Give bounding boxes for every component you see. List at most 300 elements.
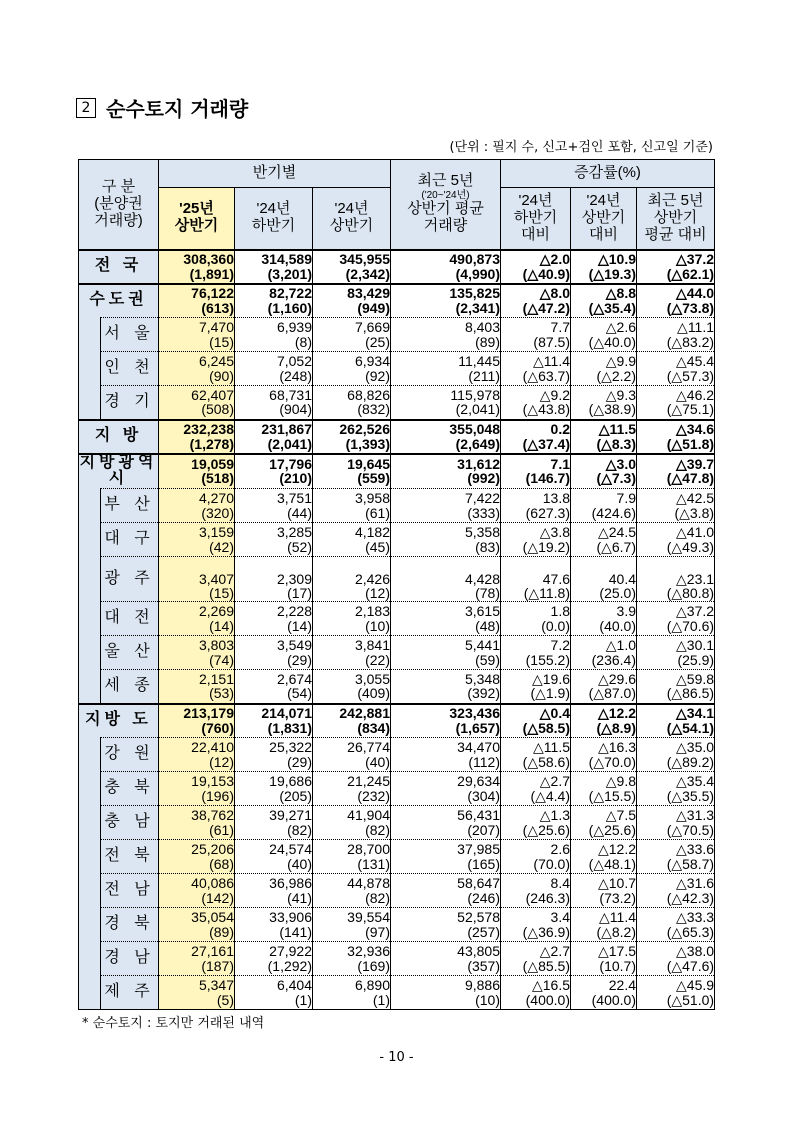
- presale-count: (17): [287, 585, 312, 602]
- value-cell: [501, 250, 571, 284]
- row-label: 지 방: [79, 420, 159, 454]
- indent-cell: [79, 670, 101, 704]
- value-cell: [235, 908, 313, 942]
- land-count: 7,052: [276, 352, 312, 369]
- row-label: 대 전: [101, 602, 159, 636]
- land-count: △37.2: [676, 602, 715, 619]
- land-count: △24.5: [597, 523, 636, 540]
- land-count: 308,360: [183, 250, 234, 267]
- land-count: △30.1: [676, 636, 715, 653]
- indent-cell: [79, 557, 101, 602]
- land-count: 22,410: [191, 738, 234, 755]
- presale-count: (22): [365, 651, 390, 668]
- value-cell: [501, 942, 571, 976]
- land-count: 56,431: [457, 806, 500, 823]
- land-count: △11.5: [533, 738, 570, 755]
- land-count: 2,309: [276, 570, 312, 587]
- value-cell: [159, 250, 235, 284]
- row-label: 경 남: [101, 942, 159, 976]
- presale-count: (90): [209, 367, 234, 384]
- value-cell: [159, 557, 235, 602]
- table-row: [79, 352, 715, 386]
- header-25-first-half: '25년 상반기: [159, 188, 235, 250]
- land-count: 5,358: [464, 523, 500, 540]
- presale-count: (△8.2): [596, 923, 636, 940]
- presale-count: (△25.6): [522, 821, 570, 838]
- land-count: 19,153: [191, 772, 234, 789]
- value-cell: [313, 489, 391, 523]
- value-cell: [235, 318, 313, 352]
- value-cell: [501, 738, 571, 772]
- land-count: △12.2: [597, 705, 636, 722]
- land-count: 62,407: [191, 386, 234, 403]
- value-cell: [391, 557, 501, 602]
- presale-count: (304): [467, 787, 500, 804]
- table-row: [79, 523, 715, 557]
- value-cell: [235, 523, 313, 557]
- land-count: 323,436: [449, 705, 500, 722]
- indent-cell: [79, 942, 101, 976]
- presale-count: (△4.4): [530, 787, 570, 804]
- value-cell: [571, 874, 637, 908]
- value-cell: [637, 908, 715, 942]
- presale-count: (518): [201, 470, 234, 487]
- land-count: △0.4: [539, 705, 570, 722]
- land-count: △11.5: [598, 420, 636, 437]
- land-count: △38.0: [676, 942, 715, 959]
- indent-cell: [79, 772, 101, 806]
- header-rate-vs-5yr-average: 최근 5년 상반기 평균 대비: [637, 188, 715, 250]
- table-row: [79, 738, 715, 772]
- presale-count: (112): [468, 753, 500, 770]
- indent-cell: [79, 318, 101, 352]
- value-cell: [235, 738, 313, 772]
- value-cell: [571, 523, 637, 557]
- value-cell: [159, 874, 235, 908]
- land-count: 19,645: [347, 455, 390, 472]
- value-cell: [571, 806, 637, 840]
- table-row: [79, 602, 715, 636]
- value-cell: [235, 386, 313, 420]
- presale-count: (248): [279, 367, 312, 384]
- header-24-second-half: '24년 하반기: [235, 188, 313, 250]
- land-count: 7.7: [550, 318, 570, 335]
- presale-count: (2,649): [455, 435, 500, 452]
- presale-count: (△83.2): [666, 333, 715, 350]
- row-label: 전 국: [79, 250, 159, 284]
- presale-count: (1,657): [455, 719, 500, 736]
- value-cell: [391, 523, 501, 557]
- land-count: △12.2: [597, 840, 636, 857]
- land-count: △16.3: [597, 738, 636, 755]
- presale-count: (169): [357, 957, 390, 974]
- presale-count: (29): [287, 651, 312, 668]
- row-label: 전 북: [101, 840, 159, 874]
- presale-count: (40.0): [599, 617, 636, 634]
- presale-count: (25.0): [599, 585, 636, 602]
- value-cell: [637, 352, 715, 386]
- land-count: 40.4: [608, 570, 636, 587]
- presale-count: (232): [357, 787, 390, 804]
- value-cell: [571, 318, 637, 352]
- value-cell: [159, 942, 235, 976]
- land-count: 44,878: [347, 874, 390, 891]
- land-count: 24,574: [269, 840, 312, 857]
- land-count: 2,228: [276, 602, 312, 619]
- land-count: △1.3: [539, 806, 570, 823]
- value-cell: [501, 874, 571, 908]
- presale-count: (△47.8): [666, 470, 715, 487]
- value-cell: [571, 250, 637, 284]
- presale-count: (14): [209, 617, 234, 634]
- table-row: [79, 772, 715, 806]
- presale-count: (△48.1): [588, 855, 636, 872]
- land-count: 4,428: [464, 570, 500, 587]
- presale-count: (12): [209, 753, 234, 770]
- table-row: [79, 557, 715, 602]
- value-cell: [159, 523, 235, 557]
- presale-count: (257): [467, 923, 500, 940]
- presale-count: (△57.3): [666, 367, 715, 384]
- value-cell: [391, 704, 501, 738]
- presale-count: (627.3): [525, 504, 570, 521]
- land-count: 39,271: [269, 806, 312, 823]
- land-count: 242,881: [339, 705, 390, 722]
- table-row: [79, 318, 715, 352]
- land-count: △44.0: [676, 285, 715, 302]
- value-cell: [637, 250, 715, 284]
- section-number-box: 2: [76, 98, 96, 118]
- value-cell: [235, 250, 313, 284]
- value-cell: [391, 489, 501, 523]
- presale-count: (△58.5): [522, 719, 570, 736]
- table-row: [79, 454, 715, 489]
- land-count: 9,886: [464, 976, 500, 993]
- presale-count: (△8.9): [596, 719, 636, 736]
- presale-count: (54): [287, 685, 312, 702]
- land-count: 2,151: [198, 670, 234, 687]
- presale-count: (832): [357, 401, 390, 418]
- indent-cell: [79, 636, 101, 670]
- header-rate-group: 증감률(%): [501, 160, 715, 188]
- value-cell: [391, 942, 501, 976]
- land-count: △10.9: [597, 250, 636, 267]
- row-label: 부 산: [101, 489, 159, 523]
- value-cell: [159, 636, 235, 670]
- row-label: 울 산: [101, 636, 159, 670]
- land-count: 3,549: [276, 636, 312, 653]
- value-cell: [501, 908, 571, 942]
- unit-note: (단위 : 필지 수, 신고+검인 포함, 신고일 기준): [449, 140, 713, 155]
- indent-cell: [79, 908, 101, 942]
- row-label: 서 울: [101, 318, 159, 352]
- presale-count: (205): [279, 787, 312, 804]
- row-label: 수도권: [79, 284, 159, 318]
- land-count: △34.6: [676, 420, 715, 437]
- presale-count: (87.5): [533, 333, 570, 350]
- land-count: △11.4: [533, 352, 570, 369]
- presale-count: (1): [294, 991, 312, 1008]
- land-count: 68,826: [347, 386, 390, 403]
- presale-count: (△36.9): [522, 923, 570, 940]
- presale-count: (△47.6): [666, 957, 715, 974]
- presale-count: (409): [357, 685, 390, 702]
- land-count: △33.6: [676, 840, 715, 857]
- value-cell: [159, 318, 235, 352]
- land-count: 214,071: [261, 705, 312, 722]
- presale-count: (45): [365, 538, 390, 555]
- row-label: 충 남: [101, 806, 159, 840]
- land-count: 2,674: [276, 670, 312, 687]
- indent-cell: [79, 602, 101, 636]
- land-count: △42.5: [676, 489, 715, 506]
- header-5yr-label: 상반기 평균 거래량: [407, 200, 484, 235]
- presale-count: (48): [475, 617, 500, 634]
- land-count: 3,841: [354, 636, 390, 653]
- presale-count: (246.3): [525, 889, 570, 906]
- value-cell: [313, 386, 391, 420]
- value-cell: [637, 806, 715, 840]
- land-count: 3,751: [276, 489, 312, 506]
- value-cell: [313, 738, 391, 772]
- value-cell: [159, 738, 235, 772]
- presale-count: (15): [209, 333, 234, 350]
- land-count: 43,805: [457, 942, 500, 959]
- presale-count: (10): [365, 617, 390, 634]
- presale-count: (40): [287, 855, 312, 872]
- value-cell: [235, 352, 313, 386]
- value-cell: [391, 602, 501, 636]
- presale-count: (3,201): [267, 265, 312, 282]
- presale-count: (△1.9): [530, 685, 570, 702]
- land-count: 7,470: [198, 318, 234, 335]
- header-5yr-average: [391, 160, 501, 250]
- value-cell: [637, 284, 715, 318]
- presale-count: (△37.4): [522, 435, 570, 452]
- value-cell: [637, 738, 715, 772]
- land-count: 27,922: [269, 942, 312, 959]
- land-count: 314,589: [261, 250, 312, 267]
- presale-count: (△11.8): [523, 585, 570, 602]
- land-count: △35.0: [676, 738, 715, 755]
- value-cell: [637, 704, 715, 738]
- row-label: 지방 도: [79, 704, 159, 738]
- value-cell: [159, 806, 235, 840]
- presale-count: (1,891): [189, 265, 234, 282]
- presale-count: (△85.5): [522, 957, 570, 974]
- presale-count: (78): [475, 585, 500, 602]
- presale-count: (42): [209, 538, 234, 555]
- land-count: 19,686: [269, 772, 312, 789]
- value-cell: [235, 602, 313, 636]
- presale-count: (△19.2): [522, 538, 570, 555]
- value-cell: [391, 318, 501, 352]
- value-cell: [571, 670, 637, 704]
- presale-count: (61): [209, 821, 234, 838]
- table-row: [79, 908, 715, 942]
- presale-count: (△65.3): [666, 923, 715, 940]
- presale-count: (400.0): [525, 991, 570, 1008]
- land-count: 21,245: [347, 772, 390, 789]
- value-cell: [313, 557, 391, 602]
- value-cell: [391, 908, 501, 942]
- land-count: 3.9: [616, 602, 636, 619]
- land-count: 3,407: [198, 570, 234, 587]
- land-count: 6,404: [276, 976, 312, 993]
- presale-count: (△35.4): [588, 299, 636, 316]
- land-count: 25,206: [191, 840, 234, 857]
- land-count: 76,122: [191, 285, 234, 302]
- land-count: △9.2: [539, 386, 570, 403]
- section-title-text: 순수토지 거래량: [106, 97, 249, 121]
- value-cell: [571, 284, 637, 318]
- presale-count: (△3.8): [674, 504, 715, 521]
- presale-count: (△49.3): [666, 538, 715, 555]
- value-cell: [391, 250, 501, 284]
- presale-count: (△6.7): [596, 538, 636, 555]
- land-count: △10.7: [597, 874, 636, 891]
- value-cell: [159, 976, 235, 1010]
- indent-cell: [79, 386, 101, 420]
- land-count: 58,647: [457, 874, 500, 891]
- presale-count: (146.7): [525, 470, 570, 487]
- presale-count: (949): [357, 299, 390, 316]
- land-count: △29.6: [597, 670, 636, 687]
- value-cell: [637, 489, 715, 523]
- presale-count: (1): [372, 991, 390, 1008]
- presale-count: (211): [468, 367, 500, 384]
- presale-count: (131): [357, 855, 390, 872]
- land-count: 36,986: [269, 874, 312, 891]
- value-cell: [571, 557, 637, 602]
- land-count: 3,803: [198, 636, 234, 653]
- land-count: △11.4: [599, 908, 636, 925]
- presale-count: (1,831): [267, 719, 312, 736]
- value-cell: [313, 806, 391, 840]
- land-count: 26,774: [347, 738, 390, 755]
- land-count: 37,985: [457, 840, 500, 857]
- value-cell: [571, 704, 637, 738]
- value-cell: [235, 704, 313, 738]
- land-count: 5,348: [464, 670, 500, 687]
- land-count: △37.2: [676, 250, 715, 267]
- land-count: 7.9: [616, 489, 636, 506]
- table-row: [79, 636, 715, 670]
- header-24-first-half: '24년 상반기: [313, 188, 391, 250]
- presale-count: (904): [279, 401, 312, 418]
- land-count: 2,426: [354, 570, 390, 587]
- table-row: [79, 704, 715, 738]
- indent-cell: [79, 352, 101, 386]
- value-cell: [313, 772, 391, 806]
- land-count: △7.5: [605, 806, 636, 823]
- land-count: 39,554: [347, 908, 390, 925]
- value-cell: [391, 284, 501, 318]
- land-transaction-table: [78, 159, 715, 1010]
- land-count: △39.7: [676, 455, 715, 472]
- land-count: 68,731: [269, 386, 312, 403]
- value-cell: [637, 454, 715, 489]
- presale-count: (12): [365, 585, 390, 602]
- land-count: 3,285: [276, 523, 312, 540]
- value-cell: [637, 420, 715, 454]
- value-cell: [159, 772, 235, 806]
- value-cell: [637, 942, 715, 976]
- value-cell: [235, 489, 313, 523]
- value-cell: [501, 806, 571, 840]
- presale-count: (△54.1): [666, 719, 715, 736]
- value-cell: [637, 602, 715, 636]
- presale-count: (165): [467, 855, 500, 872]
- presale-count: (53): [209, 685, 234, 702]
- value-cell: [313, 602, 391, 636]
- footnote: * 순수토지 : 토지만 거래된 내역: [82, 1016, 265, 1031]
- land-count: △23.1: [676, 570, 715, 587]
- land-count: 33,906: [269, 908, 312, 925]
- value-cell: [313, 874, 391, 908]
- land-count: 83,429: [347, 285, 390, 302]
- value-cell: [391, 670, 501, 704]
- value-cell: [571, 976, 637, 1010]
- land-count: 6,245: [198, 352, 234, 369]
- presale-count: (992): [467, 470, 500, 487]
- presale-count: (424.6): [591, 504, 636, 521]
- header-5yr-years: ('20~'24년): [421, 190, 470, 202]
- presale-count: (2,341): [455, 299, 500, 316]
- land-count: 4,270: [198, 489, 234, 506]
- presale-count: (1,292): [267, 957, 312, 974]
- land-count: 3,159: [198, 523, 234, 540]
- header-5yr-title: 최근 5년: [417, 172, 474, 190]
- presale-count: (83): [475, 538, 500, 555]
- land-count: △2.6: [605, 318, 636, 335]
- value-cell: [501, 636, 571, 670]
- value-cell: [501, 386, 571, 420]
- land-count: △45.9: [676, 976, 715, 993]
- table-row: [79, 489, 715, 523]
- value-cell: [501, 557, 571, 602]
- land-count: 0.2: [550, 420, 570, 437]
- land-count: 32,936: [347, 942, 390, 959]
- value-cell: [313, 670, 391, 704]
- land-count: 2,183: [354, 602, 390, 619]
- value-cell: [235, 670, 313, 704]
- value-cell: [391, 420, 501, 454]
- presale-count: (82): [365, 889, 390, 906]
- presale-count: (△38.9): [588, 401, 636, 418]
- value-cell: [501, 704, 571, 738]
- value-cell: [391, 874, 501, 908]
- land-count: △2.7: [539, 942, 570, 959]
- value-cell: [571, 908, 637, 942]
- land-count: △31.3: [676, 806, 715, 823]
- value-cell: [637, 386, 715, 420]
- value-cell: [159, 489, 235, 523]
- row-label: 전 남: [101, 874, 159, 908]
- presale-count: (25): [365, 333, 390, 350]
- land-count: 1.8: [550, 602, 570, 619]
- value-cell: [313, 976, 391, 1010]
- value-cell: [235, 976, 313, 1010]
- value-cell: [637, 318, 715, 352]
- land-count: △17.5: [597, 942, 636, 959]
- land-count: 22.4: [608, 976, 636, 993]
- presale-count: (320): [201, 504, 234, 521]
- presale-count: (508): [201, 401, 234, 418]
- presale-count: (10): [475, 991, 500, 1008]
- value-cell: [235, 420, 313, 454]
- presale-count: (89): [209, 923, 234, 940]
